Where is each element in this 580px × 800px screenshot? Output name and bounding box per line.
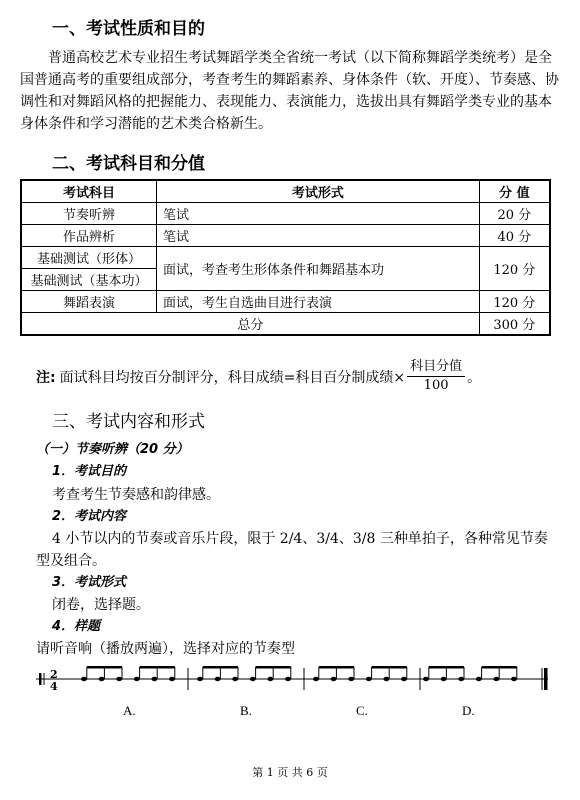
subject-cell: 舞蹈表演 <box>21 291 157 313</box>
note-head <box>313 677 319 681</box>
item1-title: 1．考试目的 <box>52 464 127 479</box>
note-head <box>423 677 429 681</box>
section1-paragraph: 普通高校艺术专业招生考试舞蹈学类全省统一考试（以下简称舞蹈学类统考）是全国普通高考的重要组成部分，考查考生的舞蹈素养、身体条件（软、开度）、节奏感、协调性和对舞蹈风格的把握能力、表现能力、表演能力，选拔出具有舞蹈学类专业的基本身体条件和学习潜能的艺术类合格新生。 <box>20 50 559 132</box>
note-head <box>116 677 122 681</box>
header-score: 分 值 <box>479 180 550 203</box>
note-label: 注: <box>36 369 56 386</box>
header-subject: 考试科目 <box>21 180 157 203</box>
note-head <box>331 677 337 681</box>
option-a[interactable]: A. <box>123 703 136 718</box>
score-cell: 40 分 <box>479 225 550 247</box>
score-cell: 120 分 <box>479 247 550 291</box>
fraction-numerator: 科目分值 <box>407 358 465 377</box>
item3-title: 3．考试形式 <box>52 575 127 590</box>
item1-text: 考查考生节奏感和韵律感。 <box>52 487 220 503</box>
note-head <box>493 677 499 681</box>
total-label: 总分 <box>21 313 479 336</box>
note-head <box>511 677 517 681</box>
item2-text-line1: 4 小节以内的节奏或音乐片段，限于 2/4、3/4、3/8 三种单拍子，各种常见节奏 <box>52 531 548 547</box>
note-beam <box>256 666 291 669</box>
table-header-row <box>21 180 550 203</box>
note-head <box>441 677 447 681</box>
subject-cell: 基础测试（基本功） <box>21 269 157 291</box>
fraction-denominator: 100 <box>423 378 449 393</box>
note-head <box>383 677 389 681</box>
score-table <box>20 179 551 336</box>
option-c[interactable]: C. <box>356 703 368 718</box>
note-head <box>250 677 256 681</box>
table-row <box>21 225 550 247</box>
form-cell: 面试，考生自选曲目进行表演 <box>157 291 480 313</box>
note-head <box>348 677 354 681</box>
item4-title: 4．样题 <box>52 619 101 634</box>
section2-title: 二、考试科目和分值 <box>52 154 205 174</box>
subject-cell: 基础测试（形体） <box>21 247 157 269</box>
note-head <box>151 677 157 681</box>
note-head <box>99 677 105 681</box>
note-end: 。 <box>467 369 482 386</box>
time-signature-top: 2 <box>50 668 58 681</box>
note-beam <box>482 666 517 669</box>
section3-title: 三、考试内容和形式 <box>52 412 205 432</box>
note-text: 面试科目均按百分制评分，科目成绩=科目百分制成绩× <box>59 369 406 386</box>
note-beam <box>319 666 354 669</box>
note-head <box>285 677 291 681</box>
note-beam <box>203 666 238 669</box>
rhythm-measure <box>81 666 188 690</box>
note-head <box>197 677 203 681</box>
subject-cell: 节奏听辨 <box>21 203 157 225</box>
option-b[interactable]: B. <box>240 703 252 718</box>
total-score: 300 分 <box>479 313 550 336</box>
note-head <box>366 677 372 681</box>
rhythm-measure <box>197 666 304 690</box>
note-head <box>232 677 238 681</box>
rhythm-measure <box>313 666 420 690</box>
score-fraction <box>407 358 465 395</box>
subject-cell: 作品辨析 <box>21 225 157 247</box>
item2-title: 2．考试内容 <box>52 509 127 524</box>
item2-text-line2: 型及组合。 <box>36 553 106 569</box>
end-final-bar <box>544 668 548 690</box>
note-head <box>215 677 221 681</box>
note-head <box>476 677 482 681</box>
time-signature-bottom: 4 <box>50 680 58 693</box>
section1-title: 一、考试性质和目的 <box>52 19 205 39</box>
note-beam <box>372 666 407 669</box>
table-row <box>21 247 550 269</box>
subsection-title: （一）节奏听辨（20 分） <box>36 442 189 457</box>
note-head <box>81 677 87 681</box>
note-beam <box>87 666 122 669</box>
table-row <box>21 291 550 313</box>
note-head <box>458 677 464 681</box>
note-beam <box>140 666 175 669</box>
score-cell: 20 分 <box>479 203 550 225</box>
header-form: 考试形式 <box>157 180 480 203</box>
note-beam <box>429 666 464 669</box>
table-row <box>21 203 550 225</box>
score-note <box>36 358 481 395</box>
item3-text: 闭卷，选择题。 <box>52 597 150 613</box>
option-d[interactable]: D. <box>462 703 475 718</box>
note-head <box>401 677 407 681</box>
score-cell: 120 分 <box>479 291 550 313</box>
rhythm-notation <box>36 664 548 694</box>
note-head <box>267 677 273 681</box>
note-head <box>134 677 140 681</box>
page-footer: 第 1 页 共 6 页 <box>252 766 328 779</box>
form-cell: 笔试 <box>157 203 480 225</box>
form-cell: 面试，考查考生形体条件和舞蹈基本功 <box>157 247 480 291</box>
table-total-row <box>21 313 550 336</box>
form-cell: 笔试 <box>157 225 480 247</box>
start-repeat-bar <box>39 673 42 685</box>
item4-text: 请听音响（播放两遍），选择对应的节奏型 <box>36 641 295 657</box>
note-head <box>169 677 175 681</box>
